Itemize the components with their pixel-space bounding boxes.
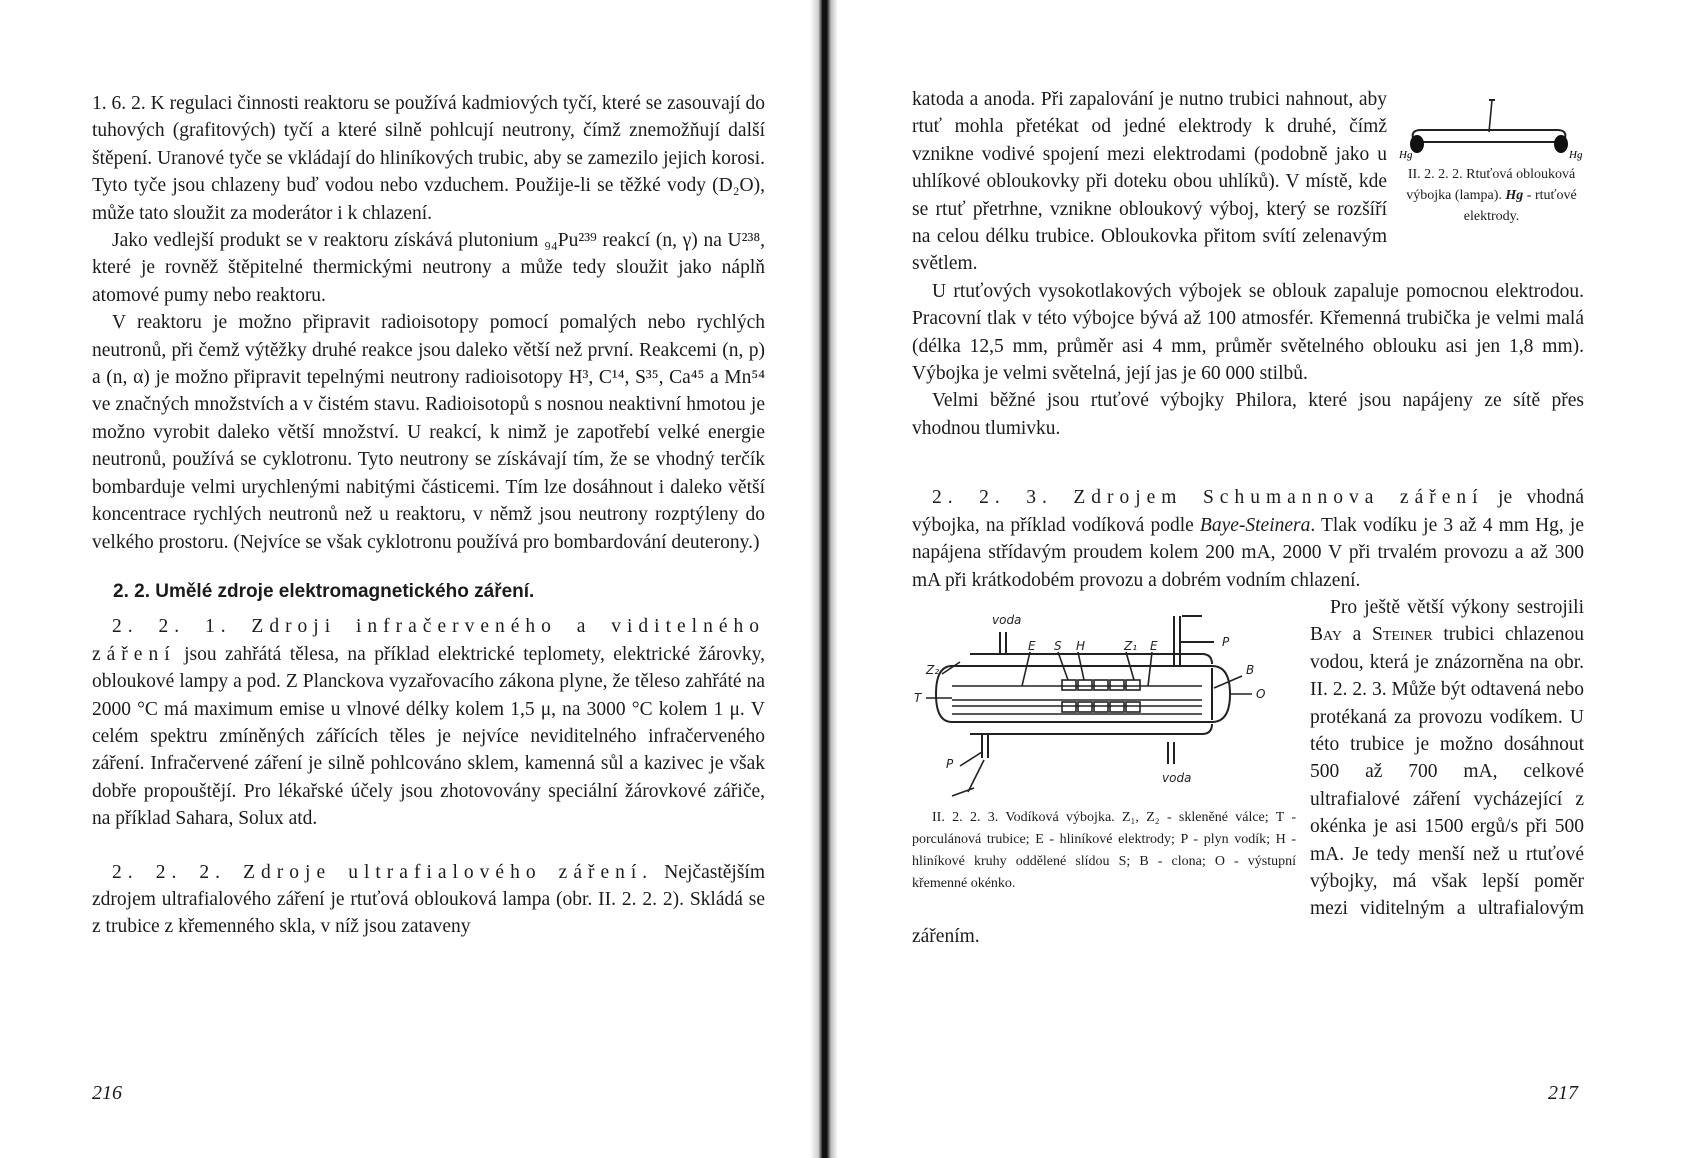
paragraph-high-pressure: U rtuťových vysokotlakových výbojek se oblouk zapaluje pomocnou elektrodou. Pracovní tlak v této výbojce bývá až 100 atmosfér. Křemenná trubička je velmi malá (délka 12,5 mm, průměr asi 4 mm, průměr světelného oblouku asi jen 1,8 mm). Výbojka je velmi světelná, její jas je 60 000 stilbů. — [912, 280, 1584, 385]
label-p-right: P — [1222, 634, 1230, 649]
label-e2: E — [1150, 638, 1158, 653]
paragraph-mercury-lamp — [912, 86, 1584, 278]
label-o: O — [1256, 686, 1266, 701]
bay-steiner-text-a: Pro ještě větší výkony sestrojili — [1330, 596, 1584, 618]
schumann-text-a: je vhodná výbojka, na příklad vodíková podle — [912, 487, 1584, 536]
spaced-lead-ultraviolet: 2. 2. 2. Zdroje ultrafialového záření. — [112, 861, 654, 883]
hydrogen-tube-drawing — [912, 602, 1296, 807]
paragraph-infrared-sources — [92, 613, 765, 832]
paragraph-infrared-body: jsou zahřátá tělesa, na příklad elektrické teplomety, elektrické žárovky, obloukové lampy a pod. Z Planckova vyzařovacího zákona plyne, že těleso zahřáté na 2000 °C má maximum emise u vlnové délky kolem 1,5 μ, na 3000 °C kolem 1 μ. V celém spektru zmíněných zářících těles je nejvíce neviditelného infračerveného záření. Infračervené záření je silně pohlcováno sklem, kamenná sůl a kazivec je však dobře propouštějí. Pro lékařské účely jsou zhotovovány speciální žárovkové zářiče, na příklad Sahara, Solux atd. — [92, 643, 765, 830]
paragraph-reactor-regulation: 1. 6. 2. K regulaci činnosti reaktoru se používá kadmiových tyčí, které se zasouvají do tuhových (grafitových) tyčí a které silně pohlcují neutrony, čímž znemožňují další štěpení. Uranové tyče se vkládají do hliníkových trubic, aby se zamezilo jejich korosi. Tyto tyče jsou chlazeny buď vodou nebo vzduchem. Použije-li se těžké vody (D₂O), může tato sloužit za moderátor i k chlazení. — [92, 93, 765, 224]
figure-caption-hydrogen-tube — [912, 807, 1296, 895]
label-p-left: P — [946, 756, 954, 771]
label-voda-bottom: voda — [1162, 770, 1192, 785]
left-text-column — [92, 90, 765, 941]
label-voda-top: voda — [992, 612, 1022, 627]
caption-id-tube: II. 2. 2. 3. — [932, 809, 999, 825]
caption-tail-lamp: - rtuťové elektrody. — [1463, 188, 1577, 224]
paragraph-philora: Velmi běžné jsou rtuťové výbojky Philora, které jsou napájeny ze sítě přes vhodnou tlumivku. — [912, 390, 1584, 439]
book-gutter — [810, 0, 838, 1158]
lamp-label-hg-left: Hg — [1399, 149, 1413, 161]
paragraph-bay-steiner — [912, 594, 1584, 950]
lamp-label-hg-right: Hg — [1569, 149, 1583, 161]
paragraph-schumann — [912, 484, 1584, 594]
page-number-right: 217 — [1548, 1082, 1578, 1104]
mercury-lamp-drawing — [1399, 92, 1584, 164]
label-e1: E — [1028, 638, 1036, 653]
figure-hydrogen-tube — [912, 602, 1296, 895]
spaced-lead-schumann: 2. 2. 3. Zdrojem Schumannova záření — [932, 487, 1484, 509]
schumann-author-name: Baye-Steinera — [1199, 514, 1311, 536]
caption-text-lamp: Rtuťová oblouková výbojka (lampa). — [1406, 167, 1576, 203]
caption-id-lamp: II. 2. 2. 2. — [1407, 167, 1463, 182]
label-z1: Z₁ — [1124, 638, 1138, 653]
paragraph-radioisotopes: V reaktoru je možno připravit radioisotopy pomocí pomalých nebo rychlých neutronů, při čemž výtěžky druhé reakce jsou daleko větší než první. Reakcemi (n, p) a (n, α) je možno připravit tepelnými neutrony radioisotopy H³, C¹⁴, S³⁵, Ca⁴⁵ a Mn⁵⁴ ve značných množstvích a v čistém stavu. Radioisotopů s nosnou neaktivní hmotou je možno vyrobit daleko větší množství. U reakcí, k nimž je zapotřebí velké energie neutronů, používá se cyklotronu. Tyto neutrony se získávají tím, že se vhodný terčík bombarduje velmi urychlenými nabitými částicemi. Tím lze dosáhnout i daleko větší koncentrace rychlých neutronů než u reaktoru, v němž jsou neutrony rozptýleny do velkého prostoru. (Nejvíce se však cyklotronu používá pro bombardování deuterony.) — [92, 312, 765, 553]
left-page — [0, 0, 810, 1158]
label-s: S — [1054, 638, 1062, 653]
paragraph-mercury-lamp-text: katoda a anoda. Při zapalování je nutno trubici nahnout, aby rtuť mohla přetékat od jedné elektrody k druhé, čímž vznikne vodivé spojení mezi elektrodami (podobně jako u uhlíkové obloukovky při doteku obou uhlíků). V místě, kde se rtuť přetrhne, vznikne obloukový výboj, který se rozšíří na celou délku trubice. Obloukovka přitom svítí zelenavým světlem. — [912, 89, 1387, 275]
label-z2: Z₂ — [926, 662, 940, 677]
bay-steiner-and: a — [1341, 624, 1373, 646]
right-text-column — [912, 86, 1584, 950]
author-bay: Bay — [1310, 624, 1342, 646]
caption-text-tube: Vodíková výbojka. Z₁, Z₂ - skleněné válce; T - porculánová trubice; E - hliníkové elektrody; P - plyn vodík; H - hliníkové kruhy oddělené slídou S; B - clona; O - výstupní křemenné okénko. — [912, 809, 1296, 891]
author-steiner: Steiner — [1372, 624, 1433, 646]
page-number-left: 216 — [92, 1082, 122, 1104]
schumann-text-b: . Tlak vodíku je 3 až 4 mm Hg, je napájena střídavým proudem kolem 200 mA, 2000 V při trvalém provozu a až 300 mA při krátkodobém provozu a dobrém vodním chlazení. — [912, 514, 1584, 591]
bay-steiner-text-b: trubici chlazenou vodou, která je znázorněna na obr. II. 2. 2. 3. Může být odtavená nebo protékaná za provozu vodíkem. U této trubice je možno dosáhnout 500 až 700 mA, celkové ultrafialové záření vycházející z okénka je asi 1500 ergů/s při 500 mA. Je tedy menší než u rtuťové výbojky, má však lepší poměr mezi viditelným a ultrafialovým zářením. — [912, 624, 1584, 947]
figure-mercury-lamp — [1399, 92, 1584, 227]
label-t: T — [914, 690, 922, 705]
paragraph-plutonium: Jako vedlejší produkt se v reaktoru získává plutonium ₉₄Pu²³⁹ reakcí (n, γ) na U²³⁸, které je rovněž štěpitelné thermickými neutrony a může tedy sloužit jako náplň atomové pumy nebo reaktoru. — [92, 230, 765, 306]
section-heading-artificial-sources: 2. 2. Umělé zdroje elektromagnetického záření. — [113, 580, 535, 602]
caption-hg-symbol: Hg — [1505, 188, 1524, 203]
right-page — [838, 0, 1695, 1158]
figure-caption-mercury-lamp — [1399, 164, 1584, 227]
label-h: H — [1076, 638, 1086, 653]
label-b: B — [1246, 662, 1255, 677]
spaced-lead-infrared: 2. 2. 1. Zdroji infračerveného a viditelného záření — [92, 616, 765, 665]
paragraph-ultraviolet-body: Nejčastějším zdrojem ultrafialového záření je rtuťová oblouková lampa (obr. II. 2. 2. 2). Skládá se z trubice z křemenného skla, v níž jsou zataveny — [92, 861, 765, 938]
paragraph-ultraviolet-sources — [92, 859, 765, 941]
